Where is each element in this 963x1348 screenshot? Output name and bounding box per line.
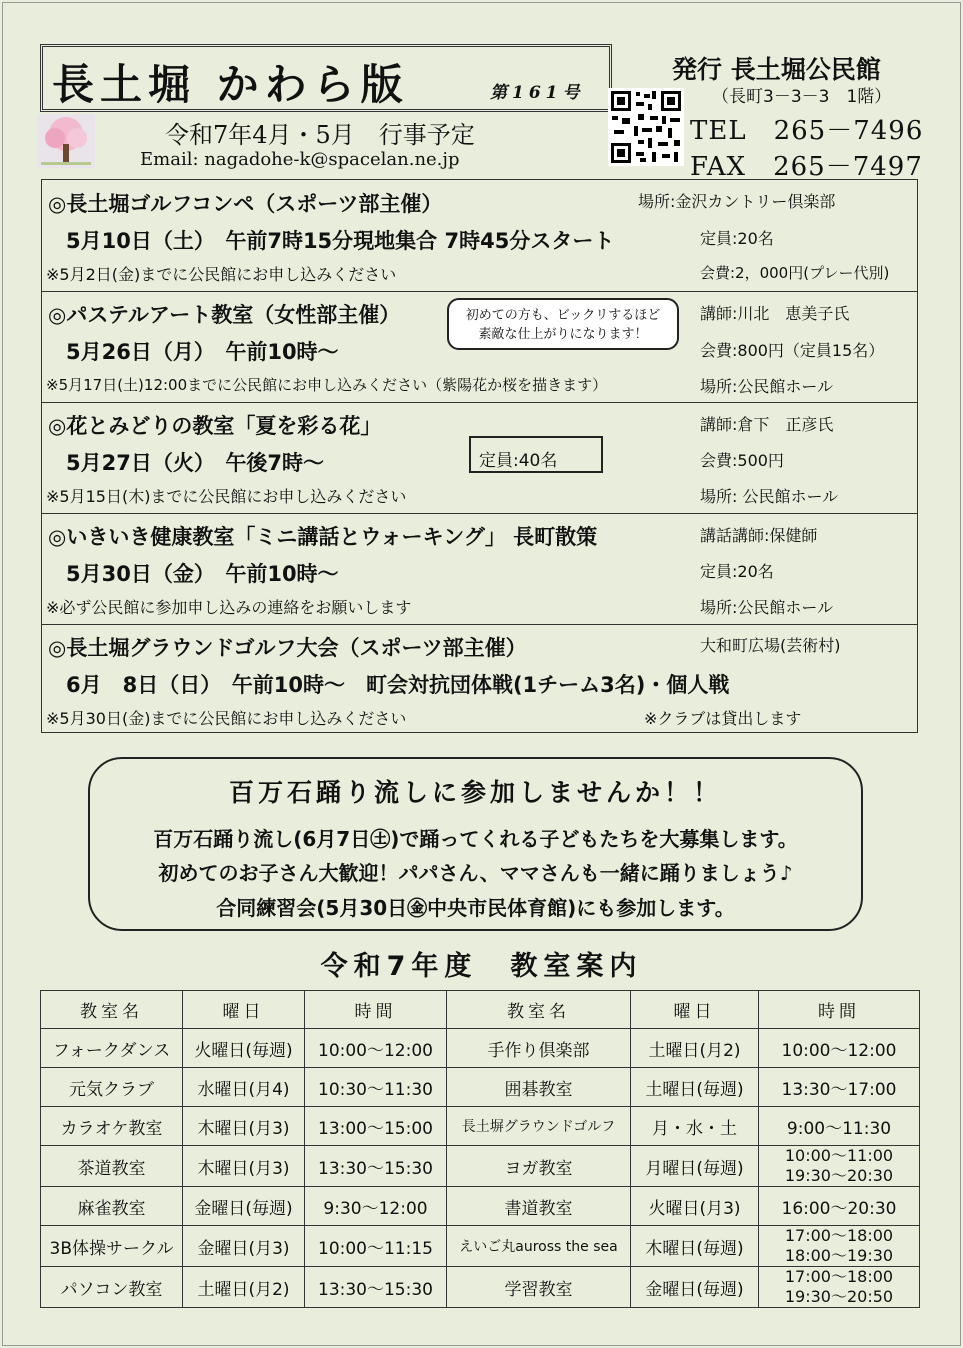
table-row bbox=[41, 1068, 920, 1107]
class-time-line: 18:00～19:30 bbox=[784, 1246, 894, 1265]
class-name: 手作り倶楽部 bbox=[447, 1029, 631, 1068]
col-header: 曜日 bbox=[631, 991, 759, 1029]
class-name: 3B体操サークル bbox=[41, 1226, 183, 1267]
class-name: 長土塀グラウンドゴルフ bbox=[447, 1107, 631, 1146]
class-day: 火曜日(月3) bbox=[631, 1187, 759, 1226]
class-day: 金曜日(月3) bbox=[183, 1226, 305, 1267]
class-time: 10:00～12:00 bbox=[759, 1029, 920, 1068]
class-day: 木曜日(月3) bbox=[183, 1146, 305, 1187]
class-time: 10:00～12:00 bbox=[305, 1029, 447, 1068]
event-title: ◎いきいき健康教室「ミニ講話とウォーキング」 長町散策 bbox=[48, 525, 598, 549]
class-time: 13:30～17:00 bbox=[759, 1068, 920, 1107]
event-datetime: 5月10日（土） 午前7時15分現地集合 7時45分スタート bbox=[66, 229, 615, 253]
class-name: フォークダンス bbox=[41, 1029, 183, 1068]
event-club-note: ※クラブは貸出します bbox=[644, 709, 802, 728]
event-note: ※5月17日(土)12:00までに公民館にお申し込みください（紫陽花か桜を描きます） bbox=[46, 376, 608, 394]
class-name: 元気クラブ bbox=[41, 1068, 183, 1107]
class-time-line: 17:00～18:00 bbox=[784, 1226, 894, 1245]
table-row bbox=[41, 1226, 920, 1267]
table-row bbox=[41, 1146, 920, 1187]
class-time: 10:30～11:30 bbox=[305, 1068, 447, 1107]
class-day: 金曜日(毎週) bbox=[631, 1267, 759, 1308]
class-time: 10:00～11:15 bbox=[305, 1226, 447, 1267]
class-name: ヨガ教室 bbox=[447, 1146, 631, 1187]
class-time: 13:30～15:30 bbox=[305, 1146, 447, 1187]
event-instructor: 講話講師:保健師 bbox=[700, 526, 818, 545]
class-day: 木曜日(毎週) bbox=[631, 1226, 759, 1267]
class-day: 水曜日(月4) bbox=[183, 1068, 305, 1107]
class-day: 土曜日(月2) bbox=[183, 1267, 305, 1308]
class-name: えいご丸auross the sea bbox=[447, 1226, 631, 1267]
odori-line: 初めてのお子さん大歓迎！パパさん、ママさんも一緒に踊りましょう♪ bbox=[158, 861, 793, 885]
col-header: 時間 bbox=[759, 991, 920, 1029]
class-time bbox=[759, 1146, 920, 1187]
event-health-class bbox=[42, 513, 917, 625]
event-datetime: 6月 8日（日） 午前10時～ 町会対抗団体戦(1チーム3名)・個人戦 bbox=[66, 673, 730, 697]
event-note: ※5月30日(金)までに公民館にお申し込みください bbox=[46, 709, 407, 728]
table-row bbox=[41, 1107, 920, 1146]
event-datetime: 5月26日（月） 午前10時～ bbox=[66, 340, 339, 364]
newsletter-title: 長土堀 かわら版 bbox=[52, 60, 409, 109]
class-time-line: 17:00～18:00 bbox=[784, 1267, 894, 1286]
speech-bubble bbox=[447, 298, 679, 350]
events-box bbox=[41, 179, 918, 733]
cherry-tree-image bbox=[37, 114, 95, 168]
fax: FAX 265－7497 bbox=[690, 152, 923, 182]
event-capacity: 定員:20名 bbox=[700, 562, 774, 581]
table-row bbox=[41, 1267, 920, 1308]
event-fee: 会費:2，000円(プレー代別) bbox=[700, 264, 890, 282]
event-title: ◎長土堀グラウンドゴルフ大会（スポーツ部主催） bbox=[48, 636, 527, 660]
class-time: 9:30～12:00 bbox=[305, 1187, 447, 1226]
class-name: 麻雀教室 bbox=[41, 1187, 183, 1226]
event-datetime: 5月30日（金） 午前10時～ bbox=[66, 562, 339, 586]
class-time-line: 19:30～20:30 bbox=[784, 1166, 894, 1185]
class-day: 火曜日(毎週) bbox=[183, 1029, 305, 1068]
class-time: 16:00～20:30 bbox=[759, 1187, 920, 1226]
table-row bbox=[41, 1187, 920, 1226]
bubble-line: 素敵な仕上がりになります！ bbox=[478, 327, 648, 342]
class-day: 月・水・土 bbox=[631, 1107, 759, 1146]
class-day: 土曜日(月2) bbox=[631, 1029, 759, 1068]
event-title: ◎パステルアート教室（女性部主催） bbox=[48, 303, 401, 327]
event-capacity: 定員:20名 bbox=[700, 229, 774, 248]
classes-title: 令和7年度 教室案内 bbox=[320, 951, 643, 982]
event-title: ◎花とみどりの教室「夏を彩る花」 bbox=[48, 414, 382, 438]
table-header-row bbox=[41, 991, 920, 1029]
event-venue: 場所:公民館ホール bbox=[700, 377, 834, 396]
publisher-address: （長町3－3－3 1階） bbox=[712, 87, 892, 107]
event-venue: 大和町広場(芸術村) bbox=[700, 636, 841, 655]
odori-line: 合同練習会(5月30日㊎中央市民体育館)にも参加します。 bbox=[216, 896, 735, 920]
event-datetime: 5月27日（火） 午後7時～ bbox=[66, 451, 324, 475]
col-header: 曜日 bbox=[183, 991, 305, 1029]
class-day: 月曜日(毎週) bbox=[631, 1146, 759, 1187]
class-day: 金曜日(毎週) bbox=[183, 1187, 305, 1226]
class-time: 9:00～11:30 bbox=[759, 1107, 920, 1146]
class-name: カラオケ教室 bbox=[41, 1107, 183, 1146]
class-time-line: 19:30～20:50 bbox=[784, 1287, 894, 1306]
class-name: 囲碁教室 bbox=[447, 1068, 631, 1107]
class-time: 13:30～15:30 bbox=[305, 1267, 447, 1308]
class-day: 土曜日(毎週) bbox=[631, 1068, 759, 1107]
class-time: 13:00～15:00 bbox=[305, 1107, 447, 1146]
event-instructor: 講師:倉下 正彦氏 bbox=[700, 415, 834, 434]
event-fee: 会費:500円 bbox=[700, 451, 784, 470]
event-venue: 場所:金沢カントリー倶楽部 bbox=[638, 192, 836, 211]
bubble-line: 初めての方も、ビックリするほど bbox=[465, 308, 661, 323]
class-day: 木曜日(月3) bbox=[183, 1107, 305, 1146]
class-time-line: 10:00～11:00 bbox=[784, 1146, 894, 1165]
class-time bbox=[759, 1267, 920, 1308]
classes-table bbox=[40, 990, 920, 1308]
table-row bbox=[41, 1029, 920, 1068]
event-ground-golf bbox=[42, 624, 917, 733]
publisher: 発行 長土堀公民館 bbox=[672, 55, 881, 84]
col-header: 時間 bbox=[305, 991, 447, 1029]
event-note: ※必ず公民館に参加申し込みの連絡をお願いします bbox=[46, 598, 412, 617]
col-header: 教室名 bbox=[41, 991, 183, 1029]
event-venue: 場所:公民館ホール bbox=[700, 598, 834, 617]
issue-number: 第161号 bbox=[490, 83, 585, 103]
telephone: TEL 265－7496 bbox=[690, 116, 924, 146]
capacity-box: 定員:40名 bbox=[469, 436, 603, 473]
event-title: ◎長土堀ゴルフコンペ（スポーツ部主催） bbox=[48, 192, 443, 216]
class-name: 茶道教室 bbox=[41, 1146, 183, 1187]
col-header: 教室名 bbox=[447, 991, 631, 1029]
odori-announcement bbox=[88, 757, 863, 931]
event-note: ※5月15日(木)までに公民館にお申し込みください bbox=[46, 487, 407, 506]
event-fee: 会費:800円（定員15名） bbox=[700, 341, 885, 360]
class-time bbox=[759, 1226, 920, 1267]
event-note: ※5月2日(金)までに公民館にお申し込みください bbox=[46, 265, 397, 284]
event-venue: 場所: 公民館ホール bbox=[700, 487, 839, 506]
qr-code[interactable] bbox=[608, 88, 684, 166]
schedule-heading: 令和7年4月・5月 行事予定 bbox=[165, 121, 475, 149]
class-name: 学習教室 bbox=[447, 1267, 631, 1308]
odori-line: 百万石踊り流し(6月7日㊏)で踊ってくれる子どもたちを大募集します。 bbox=[153, 827, 798, 851]
event-golf-compe bbox=[42, 180, 917, 292]
odori-title: 百万石踊り流しに参加しませんか！！ bbox=[228, 778, 722, 807]
class-name: パソコン教室 bbox=[41, 1267, 183, 1308]
email-address[interactable]: Email: nagadohe-k@spacelan.ne.jp bbox=[140, 149, 460, 170]
class-name: 書道教室 bbox=[447, 1187, 631, 1226]
event-instructor: 講師:川北 恵美子氏 bbox=[700, 304, 850, 323]
